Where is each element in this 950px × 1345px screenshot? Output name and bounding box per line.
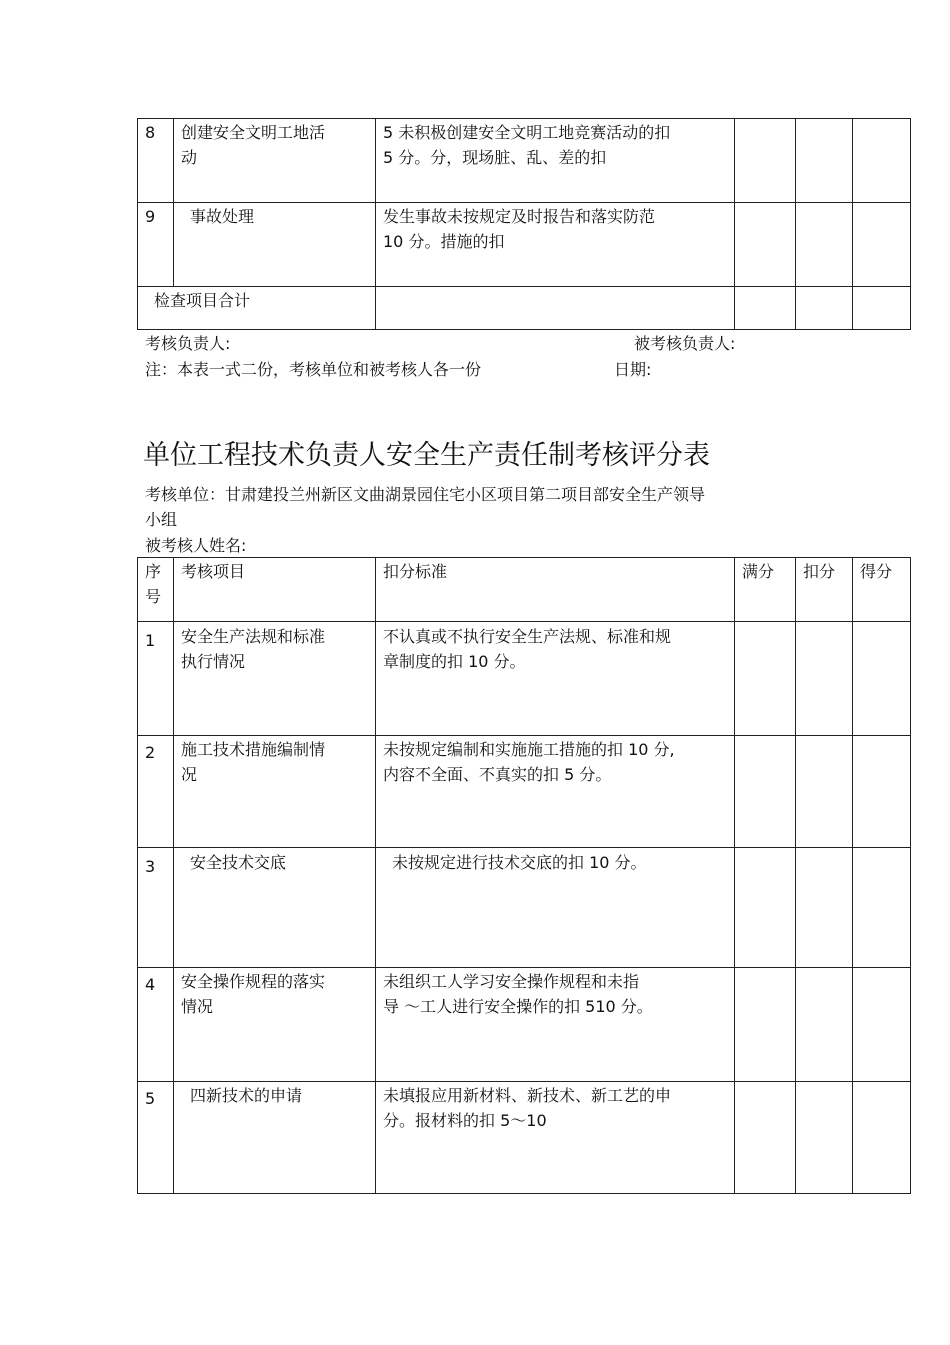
table-row — [138, 848, 911, 968]
deduction-standard: 发生事故未按规定及时报告和落实防范 10 分。措施的扣 — [383, 207, 656, 251]
full-score-cell — [735, 203, 796, 287]
score-cell — [853, 203, 911, 287]
full-score-cell — [735, 622, 796, 736]
assessing-unit-line2: 小组 — [145, 510, 178, 529]
deduction-standard: 未填报应用新材料、新技术、新工艺的申 分。报材料的扣 5～10 — [383, 1086, 672, 1130]
row-number: 3 — [145, 857, 156, 876]
full-score-cell — [735, 1082, 796, 1194]
full-score-cell — [735, 848, 796, 968]
header-standard: 扣分标准 — [383, 562, 448, 581]
assessment-item: 安全技术交底 — [190, 853, 287, 872]
assessor-label: 考核负责人: — [145, 334, 231, 353]
table-row — [138, 736, 911, 848]
row-number: 9 — [145, 207, 156, 226]
deduction-standard: 未按规定编制和实施施工措施的扣 10 分, 内容不全面、不真实的扣 5 分。 — [383, 740, 675, 784]
row-number: 1 — [145, 631, 156, 650]
page-title: 单位工程技术负责人安全生产责任制考核评分表 — [143, 440, 710, 471]
row-number: 8 — [145, 123, 156, 142]
deduct-cell — [796, 736, 853, 848]
deduct-cell — [796, 968, 853, 1082]
score-cell — [853, 968, 911, 1082]
assessment-item: 施工技术措施编制情 况 — [181, 740, 326, 784]
note-text: 注：本表一式二份，考核单位和被考核人各一份 — [145, 360, 482, 379]
score-cell — [853, 1082, 911, 1194]
assessing-unit-line1: 考核单位：甘肃建投兰州新区文曲湖景园住宅小区项目第二项目部安全生产领导 — [145, 485, 706, 504]
deduct-cell — [796, 203, 853, 287]
score-cell — [853, 622, 911, 736]
top-score-table — [137, 118, 911, 330]
deduct-cell — [796, 622, 853, 736]
header-row — [138, 558, 911, 622]
row-number: 5 — [145, 1089, 156, 1108]
header-score: 得分 — [860, 562, 893, 581]
header-number: 序 号 — [145, 562, 162, 606]
assessee-label: 被考核负责人: — [634, 334, 736, 353]
score-cell — [853, 119, 911, 203]
assessment-item: 四新技术的申请 — [190, 1086, 303, 1105]
score-cell — [853, 848, 911, 968]
row-number: 4 — [145, 975, 156, 994]
deduction-standard: 未按规定进行技术交底的扣 10 分。 — [392, 853, 647, 872]
total-label: 检查项目合计 — [154, 291, 251, 310]
header-deduct: 扣分 — [803, 562, 836, 581]
full-score-cell — [735, 736, 796, 848]
deduct-cell — [796, 1082, 853, 1194]
assessment-item: 创建安全文明工地活 动 — [181, 123, 326, 167]
table-row — [138, 968, 911, 1082]
header-full-score: 满分 — [742, 562, 775, 581]
row-number: 2 — [145, 743, 156, 762]
deduction-standard: 不认真或不执行安全生产法规、标准和规 章制度的扣 10 分。 — [383, 627, 672, 671]
deduction-standard: 5 未积极创建安全文明工地竞赛活动的扣 5 分。分，现场脏、乱、差的扣 — [383, 123, 671, 167]
table-row — [138, 119, 911, 203]
deduct-cell — [796, 119, 853, 203]
assessment-item: 事故处理 — [190, 207, 255, 226]
score-cell — [853, 736, 911, 848]
main-score-table — [137, 557, 911, 1194]
table-row — [138, 203, 911, 287]
assessee-name-label: 被考核人姓名: — [145, 536, 247, 555]
deduction-standard: 未组织工人学习安全操作规程和未指 导 ～工人进行安全操作的扣 510 分。 — [383, 972, 653, 1016]
table-row — [138, 622, 911, 736]
header-item: 考核项目 — [181, 562, 246, 581]
assessment-item: 安全操作规程的落实 情况 — [181, 972, 326, 1016]
full-score-cell — [735, 968, 796, 1082]
full-score-cell — [735, 119, 796, 203]
deduct-cell — [796, 848, 853, 968]
assessment-item: 安全生产法规和标准 执行情况 — [181, 627, 326, 671]
total-row — [138, 287, 911, 330]
table-row — [138, 1082, 911, 1194]
date-label: 日期: — [614, 360, 652, 379]
